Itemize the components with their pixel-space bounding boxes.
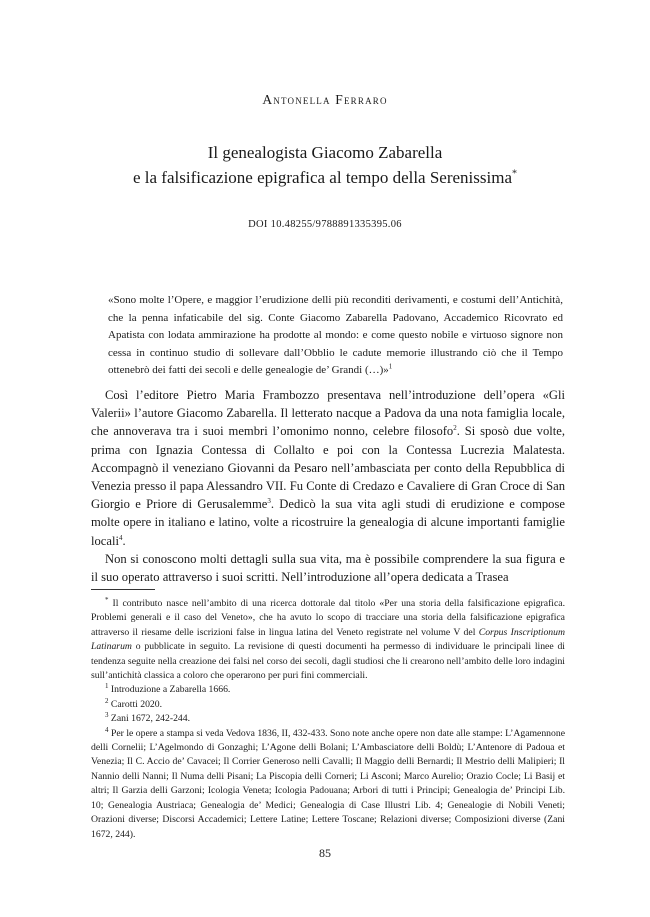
footnote-3: $^3$ Zani 1672, 242-244. [105,711,191,725]
body-text [91,386,565,586]
footnote-4: $^4$ Per le opere a stampa si veda Vedova 1836, II, 432-433. Sono note anche opere non date alle stampe: L’Agamennone delli Cornelii; L’Agelmondo di Gonzaghi; L’Agone delli Bolani; L’Ambasciatore delli Boldù; L’Antenore di Padoua et Venezia; Il C. Accio de’ Cavacei; Il Corrier Generoso nelli Cavalli; Il Maggio delli Bernardi; Il Mestrio delli Malipieri; Il Nannio delli Nanni; Il Numa delli Pisani; La Piscopia delli Corneri; Li Asconi; Marco Aurelio; Orazio Cocle; Li Basij et altri; Il Garzia delli Garzoni; Icologia Veneta; Icologia Padouana; Arbori di tutti i Principi; Genealogia de’ Principi Lib. 10; Genealogia Austriaca; Genealogia de’ Medici; Genealogia di Case Illustri Lib. 4; Genealogie di Nobili Veneti; Orazioni diverse; Discorsi Accademici; Lettere Latine; Lettere Toscane; Relazioni diverse; Composizioni diverse (Zani 1672, 244). [91,725,566,840]
author-name: Antonella Ferraro [262,92,388,107]
page-number: 85 [319,846,331,860]
title-line-2: e la falsificazione epigrafica al tempo della Serenissima* [132,168,518,187]
title-line-1: Il genealogista Giacomo Zabarella [207,143,443,162]
body-paragraph-1: Così l’editore Pietro Maria Frambozzo presentava nell’introduzione dell’opera «Gli Valerii» l’autore Giacomo Zabarella. Il letterato nacque a Padova da una nota famiglia locale, che annoverava tra i suoi membri l’omonimo nonno, celebre filosofo$^2$. Si sposò due volte, prima con Ignazia Contessa di Collalto e poi con la Contessa Lucrezia Malatesta. Accompagnò il veneziano Giovanni da Pesaro nell’ambasciata per conto della Repubblica di Venezia presso il papa Alessandro VII. Fu Conte di Credazo e Cavaliere di Gran Croce di San Giorgio e Priore di Gerusalemme$^3$. Dedicò la sua vita agli studi di erudizione e compose molte opere in italiano e latino, volte a ricostruire la genealogia di alcune importanti famiglie locali$^4$. [91,388,565,548]
footnote-separator [91,589,155,590]
doi-identifier: DOI 10.48255/9788891335395.06 [248,219,402,230]
article-title [0,140,650,190]
footnote-1: $^1$ Introduzione a Zabarella 1666. [105,682,231,696]
body-paragraph-2: Non si conoscono molti dettagli sulla sua vita, ma è possibile comprendere la sua figura e il suo operato attraverso i suoi scritti. Nell’introduzione all’opera dedicata a Trasea [91,551,565,585]
footnotes [91,597,565,842]
title-footnote-marker: * [512,168,518,180]
footnote-ref-3: 3 [267,497,271,506]
footnote-2: $^2$ Carotti 2020. [105,696,163,710]
footnote-ref-4: 4 [118,533,123,542]
quote-footnote-marker: 1 [388,362,393,371]
epigraph-quote: «Sono molte l’Opere, e maggior l’erudizione delli più reconditi derivamenti, e costumi dell’Antichità, che la penna infaticabile del sig. Conte Giacomo Zabarella Padovano, Accademico Ricovrato ed Apatista con lodata ammirazione ha prodotte al mondo: e come questo nobile e virtuoso signore non cessa in continuo studio di sollevare dall’Obblio le cadute memorie illustrando ciò che il Tempo ottenebrò dei fatti dei secoli e delle genealogie de’ Grandi (…)»$^1$ [108,294,563,376]
footnote-ref-2: 2 [453,424,457,433]
footnote-star: * Il contributo nasce nell’ambito di una ricerca dottorale dal titolo «Per una storia della falsificazione epigrafica. Problemi generali e il caso del Veneto», che ha avuto lo scopo di tracciare una storia della falsificazione epigrafica attraverso il riesame delle iscrizioni false in lingua latina del Veneto registrate nel volume V del Corpus Inscriptionum Latinarum o pubblicate in seguito. La revisione di questi documenti ha permesso di individuare le principali linee di tendenza seguite nella creazione dei falsi nel corso dei secoli, dagli studiosi che li crearono nell’ambito delle loro indagini sull’antichità classica a coloro che operarono per puri fini commerciali. [91,595,566,682]
